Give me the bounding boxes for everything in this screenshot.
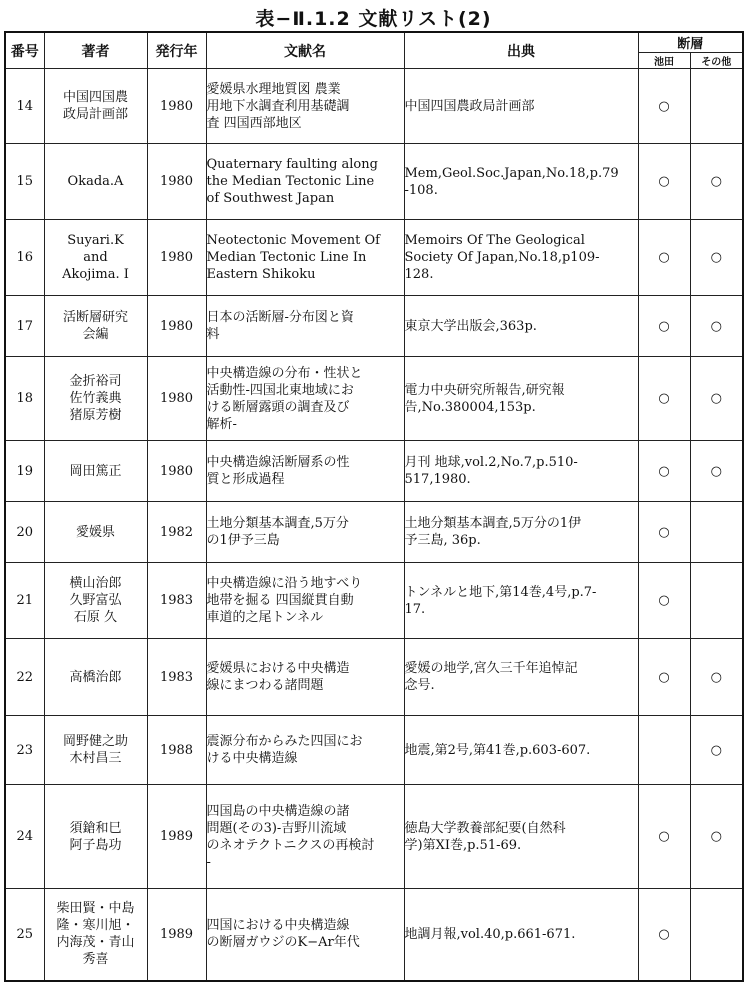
header-author: 著者 — [44, 32, 147, 69]
row-ikeda-mark: ○ — [658, 669, 670, 685]
row-author: 愛媛県 — [75, 524, 115, 540]
row-title: Quaternary faulting along the Median Tectonic Line of Southwest Japan — [206, 157, 378, 206]
row-year: 1988 — [159, 742, 194, 758]
row-title: Neotectonic Movement Of Median Tectonic Line In Eastern Shikoku — [206, 233, 380, 282]
row-other-mark: ○ — [710, 318, 722, 334]
row-ikeda-mark: ○ — [658, 829, 670, 844]
row-source: Mem,Geol.Soc.Japan,No.18,p.79 -108. — [404, 165, 619, 198]
table-row — [5, 296, 743, 357]
row-ikeda-mark: ○ — [658, 391, 670, 406]
row-source: トンネルと地下,第14巻,4号,p.7- 17. — [404, 584, 597, 617]
row-author: 高橋治郎 — [69, 669, 122, 685]
row-author: 須鎗和巳 阿子島功 — [69, 820, 122, 853]
row-ikeda-mark: ○ — [658, 174, 670, 189]
row-source: 電力中央研究所報告,研究報 告,No.380004,153p. — [404, 382, 565, 415]
row-number: 23 — [16, 742, 34, 758]
row-title: 中央構造線に沿う地すべり 地帯を掘る 四国縦貫自動 車道的之尾トンネル — [206, 576, 363, 625]
header-ikeda: 池田 — [638, 53, 690, 69]
row-number: 19 — [16, 463, 34, 479]
row-title: 土地分類基本調査,5万分 の1伊予三島 — [206, 516, 349, 548]
row-number: 16 — [16, 250, 34, 265]
table-row — [5, 220, 743, 296]
row-number: 24 — [16, 829, 34, 844]
row-source: 愛媛の地学,宮久三千年追悼記 念号. — [404, 661, 578, 693]
header-source: 出典 — [404, 32, 638, 69]
row-other-mark: ○ — [710, 463, 722, 479]
row-title: 愛媛県水理地質図 農業 用地下水調査利用基礎調 査 四国西部地区 — [206, 81, 350, 131]
row-author: 柴田賢・中島 隆・寒川旭・ 内海茂・青山 秀喜 — [56, 901, 135, 968]
row-source: 土地分類基本調査,5万分の1伊 予三島, 36p. — [404, 516, 582, 548]
row-year: 1983 — [159, 669, 194, 685]
row-author: 中国四国農 政局計画部 — [62, 90, 128, 122]
row-author: 岡田篤正 — [69, 463, 122, 479]
row-author: 活断層研究 会編 — [62, 310, 128, 342]
row-title: 中央構造線活断層系の性 質と形成過程 — [206, 455, 350, 487]
row-number: 21 — [16, 593, 34, 608]
page-title: 表−Ⅱ.1.2 文献リスト(2) — [255, 8, 492, 30]
row-other-mark: ○ — [710, 669, 722, 685]
row-number: 15 — [16, 174, 34, 189]
header-title: 文献名 — [206, 32, 404, 69]
table-row — [5, 639, 743, 716]
row-year: 1983 — [159, 593, 194, 608]
row-source: 中国四国農政局計画部 — [404, 98, 535, 114]
header-year: 発行年 — [147, 32, 206, 69]
row-title: 震源分布からみた四国にお ける中央構造線 — [206, 734, 363, 766]
row-title: 中央構造線の分布・性状と 活動性-四国北東地域にお ける断層露頭の調査及び 解析- — [206, 365, 363, 432]
row-year: 1989 — [159, 926, 194, 942]
row-title: 愛媛県における中央構造 線にまつわる諸問題 — [206, 661, 350, 693]
row-ikeda-mark: ○ — [658, 524, 670, 540]
row-ikeda-mark: ○ — [658, 926, 670, 942]
row-number: 22 — [16, 669, 34, 685]
row-number: 18 — [16, 391, 34, 406]
row-number: 25 — [16, 926, 34, 942]
table-body — [5, 69, 743, 981]
row-number: 20 — [16, 524, 34, 540]
row-source: 徳島大学教養部紀要(自然科 学)第XI巻,p.51-69. — [404, 820, 566, 853]
row-other-mark: ○ — [710, 174, 722, 189]
table-row — [5, 69, 743, 144]
row-other-mark: ○ — [710, 742, 722, 758]
header-number: 番号 — [5, 32, 44, 69]
row-year: 1980 — [159, 463, 194, 479]
row-year: 1989 — [159, 829, 194, 844]
table-row — [5, 563, 743, 639]
row-ikeda-mark: ○ — [658, 463, 670, 479]
row-year: 1980 — [159, 391, 194, 406]
table-row — [5, 785, 743, 889]
row-author: 岡野健之助 木村昌三 — [62, 734, 128, 766]
row-year: 1980 — [159, 98, 194, 114]
row-source: 月刊 地球,vol.2,No.7,p.510- 517,1980. — [404, 455, 578, 487]
row-author: 金折裕司 佐竹義典 猪原芳樹 — [69, 374, 122, 423]
row-number: 14 — [16, 98, 34, 114]
row-year: 1980 — [159, 250, 194, 265]
row-title: 日本の活断層-分布図と資 料 — [206, 310, 354, 342]
reference-table — [4, 31, 744, 982]
table-row — [5, 441, 743, 502]
row-title: 四国における中央構造線 の断層ガウジのK−Ar年代 — [206, 918, 360, 951]
row-year: 1980 — [159, 174, 194, 189]
table-row — [5, 889, 743, 981]
row-source: 地震,第2号,第41巻,p.603-607. — [404, 742, 591, 758]
row-other-mark: ○ — [710, 250, 722, 265]
table-row — [5, 502, 743, 563]
row-year: 1982 — [159, 524, 194, 540]
row-title: 四国島の中央構造線の諸 問題(その3)-吉野川流域 のネオテクトニクスの再検討 - — [206, 803, 375, 870]
row-year: 1980 — [159, 318, 194, 334]
row-ikeda-mark: ○ — [658, 250, 670, 265]
row-ikeda-mark: ○ — [658, 318, 670, 334]
table-row — [5, 144, 743, 220]
header-fault: 断層 — [638, 32, 743, 53]
table-row — [5, 357, 743, 441]
row-source: Memoirs Of The Geological Society Of Japan,No.18,p109- 128. — [404, 233, 600, 282]
row-ikeda-mark: ○ — [658, 593, 670, 608]
row-other-mark: ○ — [710, 829, 722, 844]
row-number: 17 — [16, 318, 34, 334]
row-other-mark: ○ — [710, 391, 722, 406]
row-author: Suyari.K and Akojima. I — [62, 233, 129, 282]
table-row — [5, 716, 743, 785]
row-source: 東京大学出版会,363p. — [404, 318, 537, 334]
row-ikeda-mark: ○ — [658, 98, 670, 114]
row-source: 地調月報,vol.40,p.661-671. — [404, 926, 576, 942]
row-author: Okada.A — [67, 174, 124, 189]
header-other: その他 — [690, 53, 743, 69]
row-author: 横山治郎 久野富弘 石原 久 — [69, 576, 122, 625]
